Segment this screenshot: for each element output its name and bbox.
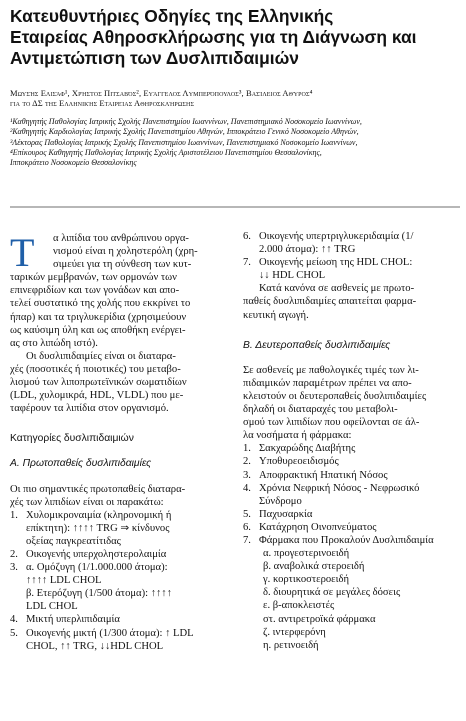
text-line: επινεφριδίων και των γονάδων και απο- bbox=[10, 285, 180, 297]
drug-item: η. ρετινοειδή bbox=[263, 639, 319, 651]
list-number: 1. bbox=[10, 509, 18, 521]
intro-paragraph bbox=[10, 232, 225, 350]
list-number: 5. bbox=[243, 508, 251, 520]
list-item bbox=[10, 548, 225, 561]
list-number: 5. bbox=[10, 627, 18, 639]
paragraph-dyslipidemia bbox=[10, 350, 225, 415]
drug-item: γ. κορτικοστεροειδή bbox=[263, 574, 350, 586]
primary-list bbox=[10, 509, 225, 653]
right-column bbox=[243, 230, 458, 652]
list-number: 6. bbox=[243, 231, 251, 242]
subsection-heading: Β. Δευτεροπαθείς δυσλιπιδαιμίες bbox=[243, 339, 391, 351]
text-line: Κατά κανόνα σε ασθενείς με πρωτο- bbox=[259, 283, 415, 295]
affiliation-line: Ιπποκράτειο Νοσοκομείο Θεσσαλονίκης bbox=[10, 158, 137, 168]
list-text: Υποθυρεοειδισμός bbox=[259, 456, 339, 468]
title-line: Εταιρείας Αθηροσκλήρωσης για τη Διάγνωση και bbox=[10, 27, 417, 47]
text-line: ταφέρουν τα λιπίδια στον οργανισμό. bbox=[10, 403, 169, 415]
list-item bbox=[243, 482, 458, 495]
list-item bbox=[243, 534, 458, 547]
drug-item: β. αναβολικά στεροειδή bbox=[263, 561, 365, 573]
text-line: σιμεύει για τη σύνθεση των κυτ- bbox=[53, 259, 192, 271]
left-column bbox=[10, 232, 225, 653]
list-text: LDL CHOL bbox=[26, 601, 78, 613]
text-line: ταρικών μεμβρανών, των ορμονών των bbox=[10, 272, 177, 284]
list-number: 2. bbox=[243, 456, 251, 468]
affiliations bbox=[10, 117, 462, 168]
drug-item: ζ. ιντερφερόνη bbox=[263, 626, 326, 638]
drug-item: στ. αντιρετροϊκά φάρμακα bbox=[263, 613, 376, 625]
list-item bbox=[243, 455, 458, 468]
text-line: Σε ασθενείς με παθολογικές τιμές των λι- bbox=[243, 364, 419, 376]
text-line: λισμού των λιποπρωτεϊνικών σωματιδίων bbox=[10, 377, 187, 389]
authors-group: για το ΔΣ της Ελληνικής Εταιρείας Αθηροσκλήρωσης bbox=[10, 98, 195, 108]
text-line: Οι δυσλιπιδαιμίες είναι οι διαταρα- bbox=[26, 350, 176, 362]
list-item bbox=[10, 627, 225, 653]
section-heading: Κατηγορίες δυσλιπιδαιμιών bbox=[10, 433, 134, 445]
list-item bbox=[243, 442, 458, 455]
drug-item: α. προγεστερινοειδή bbox=[263, 548, 350, 560]
list-text: Οικογενής υπερχοληστερολαιμία bbox=[26, 548, 167, 560]
list-item bbox=[243, 256, 458, 282]
text-line: Οι πιο σημαντικές πρωτοπαθείς διαταρα- bbox=[10, 483, 186, 495]
list-text: Αποφρακτική Ηπατική Νόσος bbox=[259, 469, 388, 481]
authors bbox=[10, 88, 460, 108]
affiliation-line: ⁴Επίκουρος Καθηγητής Παθολογίας Ιατρικής Σχολής Αριστοτέλειου Πανεπιστημίου Θεσσαλονίκης, bbox=[10, 147, 322, 157]
text-line: νισμού είναι η χοληστερόλη (χρη- bbox=[53, 246, 198, 258]
list-text: Σύνδρομο bbox=[259, 495, 302, 507]
subsection-heading: Α. Πρωτοπαθείς δυσλιπιδαιμίες bbox=[10, 458, 152, 470]
text-line: κλειστούν οι δευτεροπαθείς δυσλιπιδαιμίες bbox=[243, 390, 427, 402]
text-line: τελεί συστατικό της χολής που εκκρίνει το bbox=[10, 298, 191, 310]
text-line: ως καύσιμη ύλη και ως αποθήκη ενέργει- bbox=[10, 324, 186, 336]
list-number: 6. bbox=[243, 521, 251, 533]
list-text: Φάρμακα που Προκαλούν Δυσλιπιδαιμία bbox=[259, 534, 434, 546]
secondary-list bbox=[243, 442, 458, 547]
list-item bbox=[10, 613, 225, 626]
list-text: Χυλομικροναιμία (κληρονομική ή bbox=[26, 509, 172, 521]
list-item bbox=[243, 230, 458, 256]
list-text: οξείας παγκρεατίτιδας bbox=[26, 535, 121, 547]
list-number: 3. bbox=[243, 469, 251, 481]
list-text: Οικογενής μικτή (1/300 άτομα): ↑ LDL bbox=[26, 627, 194, 639]
list-number: 2. bbox=[10, 548, 18, 560]
list-number: 7. bbox=[243, 534, 251, 546]
list-text: επίκτητη): ↑↑↑↑ TRG ⇒ κίνδυνος bbox=[26, 522, 170, 534]
list-text: Οικογενής υπερτριγλυκεριδαιμία (1/ bbox=[259, 231, 414, 242]
list-item bbox=[243, 469, 458, 482]
text-line: λα νοσήματα ή φάρμακα: bbox=[243, 430, 352, 442]
title-line: Κατευθυντήριες Οδηγίες της Ελληνικής bbox=[10, 6, 334, 26]
list-text: Χρόνια Νεφρική Νόσος - Νεφρωσικό bbox=[259, 482, 420, 494]
drug-item: ε. β-αποκλειστές bbox=[263, 600, 335, 612]
list-number: 4. bbox=[10, 614, 18, 626]
list-text: Μικτή υπερλιπιδαιμία bbox=[26, 614, 120, 626]
list-item bbox=[10, 561, 225, 613]
list-text: Κατάχρηση Οινοπνεύματος bbox=[259, 521, 377, 533]
list-text: Οικογενής μείωση της HDL CHOL: bbox=[259, 257, 413, 269]
drug-item: δ. διουρητικά σε μεγάλες δόσεις bbox=[263, 587, 401, 599]
list-number: 7. bbox=[243, 257, 251, 269]
text-line: (LDL, χυλομικρά, HDL, VLDL) που με- bbox=[10, 390, 184, 402]
list-text: ↑↑↑↑ LDL CHOL bbox=[26, 575, 102, 587]
affiliation-line: ¹Καθηγητής Παθολογίας Ιατρικής Σχολής Πανεπιστημίου Ιωαννίνων, Πανεπιστημιακό Νοσοκομείο Ιωαννίνων, bbox=[10, 117, 362, 126]
affiliation-line: ³Λέκτορας Παθολογίας Ιατρικής Σχολής Πανεπιστημίου Ιωαννίνων, Πανεπιστημιακό Νοσοκομείο Ιωαννίνων, bbox=[10, 137, 358, 147]
list-text: Σακχαρώδης Διαβήτης bbox=[259, 443, 356, 455]
text-line: ήπαρ) και τα τριγλυκερίδια (χρησιμεύουν bbox=[10, 311, 187, 323]
list-text: Παχυσαρκία bbox=[259, 508, 313, 520]
list-number: 1. bbox=[243, 443, 251, 455]
text-line: χές (ποσοτικές ή ποιοτικές) του μεταβο- bbox=[10, 363, 181, 375]
text-line: δηλαδή οι διαταραχές του μεταβολι- bbox=[243, 404, 398, 416]
text-line: α λιπίδια του ανθρώπινου οργα- bbox=[53, 233, 189, 244]
paragraph-rule bbox=[243, 282, 458, 321]
text-line: κευτική αγωγή. bbox=[243, 309, 309, 321]
list-text: 2.000 άτομα): ↑↑ TRG bbox=[259, 244, 356, 256]
drop-cap: Τ bbox=[10, 230, 35, 275]
list-text: ↓↓ HDL CHOL bbox=[259, 270, 326, 282]
list-item bbox=[10, 509, 225, 548]
affiliation-line: ²Καθηγητής Καρδιολογίας Ιατρικής Σχολής Πανεπιστημίου Αθηνών, Ιπποκράτειο Γενικό Νοσοκομείο Αθηνών, bbox=[10, 127, 359, 137]
title-line: Αντιμετώπιση των Δυσλιπιδαιμιών bbox=[10, 48, 299, 68]
list-text: α. Ομόζυγη (1/1.000.000 άτομα): bbox=[26, 562, 168, 574]
list-number: 4. bbox=[243, 482, 251, 494]
text-line: πιδαιμικών παραμέτρων πρέπει να απο- bbox=[243, 377, 412, 389]
text-line: παθείς δυσλιπιδαιμίες απαιτείται φαρμα- bbox=[243, 296, 417, 308]
text-line: χές των λιπιδίων είναι οι παρακάτω: bbox=[10, 496, 164, 508]
list-item bbox=[243, 521, 458, 534]
list-text: β. Ετερόζυγη (1/500 άτομα): ↑↑↑↑ bbox=[26, 588, 172, 600]
list-text: CHOL, ↑↑ TRG, ↓↓HDL CHOL bbox=[26, 640, 164, 652]
list-number: 3. bbox=[10, 562, 18, 574]
list-item bbox=[243, 508, 458, 521]
header-divider bbox=[10, 206, 460, 208]
article-title bbox=[10, 6, 460, 69]
paragraph-secondary bbox=[243, 364, 458, 443]
authors-names: Μωυσής Ελισάφ¹, Χρήστος Πιτσαβός², Ευάγγελος Λυμπερόπουλος³, Βασίλειος Αθύρος⁴ bbox=[10, 88, 313, 98]
drug-list bbox=[243, 547, 458, 652]
text-line: σμού των λιπιδίων που οφείλονται σε άλ- bbox=[243, 417, 420, 429]
text-line: ας στο λιπώδη ιστό). bbox=[10, 337, 98, 349]
